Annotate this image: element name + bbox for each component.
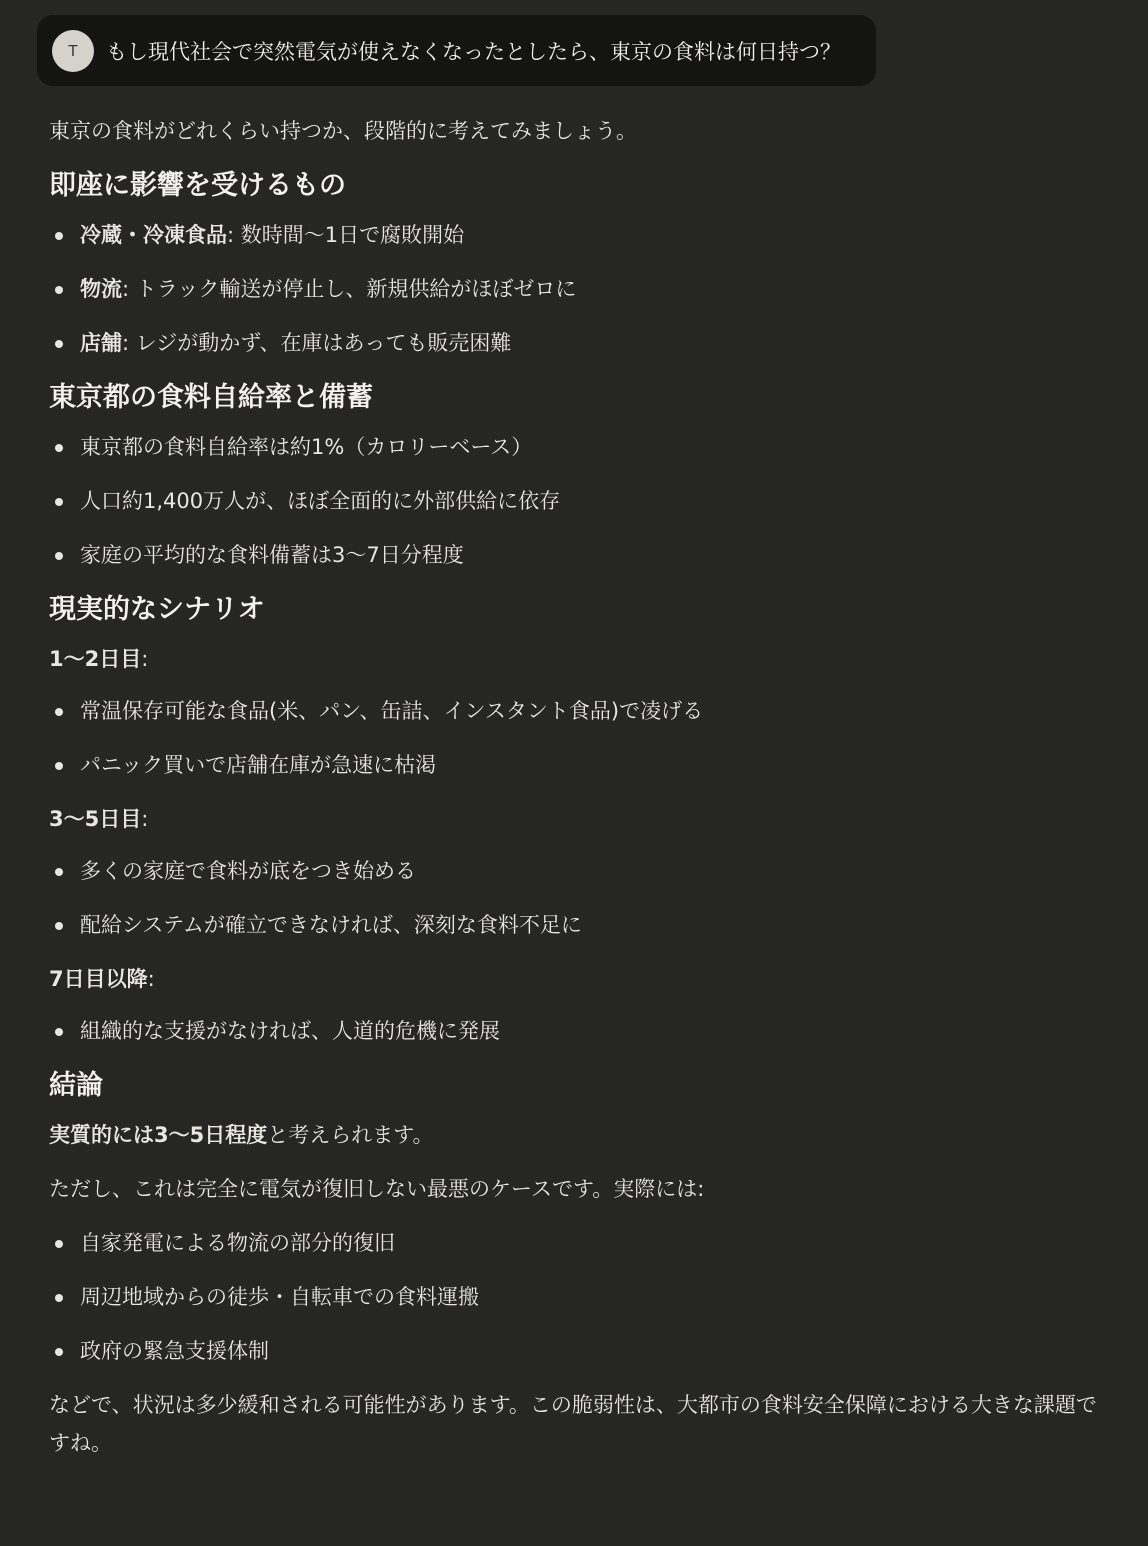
mitigation-list	[49, 1224, 1109, 1370]
closing-text: などで、状況は多少緩和される可能性があります。この脆弱性は、大都市の食料安全保障における大きな課題ですね。	[49, 1393, 1097, 1455]
response-intro: 東京の食料がどれくらい持つか、段階的に考えてみましょう。	[49, 119, 637, 143]
phase3-list	[49, 1012, 1109, 1050]
heading-conclusion: 結論	[49, 1070, 103, 1101]
self-sufficiency-list	[49, 428, 1109, 574]
phase-label: 1〜2日目:	[49, 647, 149, 671]
conclusion-text: 実質的には3〜5日程度と考えられます。	[49, 1123, 434, 1147]
list-item: 多くの家庭で食料が底をつき始める	[49, 852, 1109, 890]
list-item	[49, 270, 1109, 308]
list-item: 家庭の平均的な食料備蓄は3〜7日分程度	[49, 536, 1109, 574]
list-item-bold: 冷蔵・冷凍食品	[80, 223, 227, 247]
heading-scenario: 現実的なシナリオ	[49, 594, 265, 625]
list-item: パニック買いで店舗在庫が急速に枯渇	[49, 746, 1109, 784]
heading-self-sufficiency: 東京都の食料自給率と備蓄	[49, 382, 373, 413]
list-item: 周辺地域からの徒歩・自転車での食料運搬	[49, 1278, 1109, 1316]
list-item: 配給システムが確立できなければ、深刻な食料不足に	[49, 906, 1109, 944]
phase2-list	[49, 852, 1109, 944]
list-item: 人口約1,400万人が、ほぼ全面的に外部供給に依存	[49, 482, 1109, 520]
user-avatar: T	[52, 30, 94, 72]
list-item-bold: 店舗	[80, 331, 122, 355]
phase-label: 7日目以降:	[49, 967, 155, 991]
heading-immediate-impact: 即座に影響を受けるもの	[49, 170, 346, 201]
list-item-text: : レジが動かず、在庫はあっても販売困難	[122, 331, 512, 355]
phase1-list	[49, 692, 1109, 784]
list-item	[49, 324, 1109, 362]
assistant-response	[49, 112, 1109, 1478]
list-item-text: : トラック輸送が停止し、新規供給がほぼゼロに	[122, 277, 577, 301]
caveat-text: ただし、これは完全に電気が復旧しない最悪のケースです。実際には:	[49, 1177, 705, 1201]
list-item	[49, 216, 1109, 254]
list-item-text: : 数時間〜1日で腐敗開始	[227, 223, 465, 247]
user-message-bubble	[37, 15, 876, 86]
user-message-text: もし現代社会で突然電気が使えなくなったとしたら、東京の食料は何日持つ？	[106, 39, 841, 64]
list-item: 政府の緊急支援体制	[49, 1332, 1109, 1370]
list-item: 自家発電による物流の部分的復旧	[49, 1224, 1109, 1262]
immediate-impact-list	[49, 216, 1109, 362]
phase-label: 3〜5日目:	[49, 807, 149, 831]
list-item: 常温保存可能な食品(米、パン、缶詰、インスタント食品)で凌げる	[49, 692, 1109, 730]
list-item: 組織的な支援がなければ、人道的危機に発展	[49, 1012, 1109, 1050]
list-item-bold: 物流	[80, 277, 122, 301]
list-item: 東京都の食料自給率は約1%（カロリーベース）	[49, 428, 1109, 466]
